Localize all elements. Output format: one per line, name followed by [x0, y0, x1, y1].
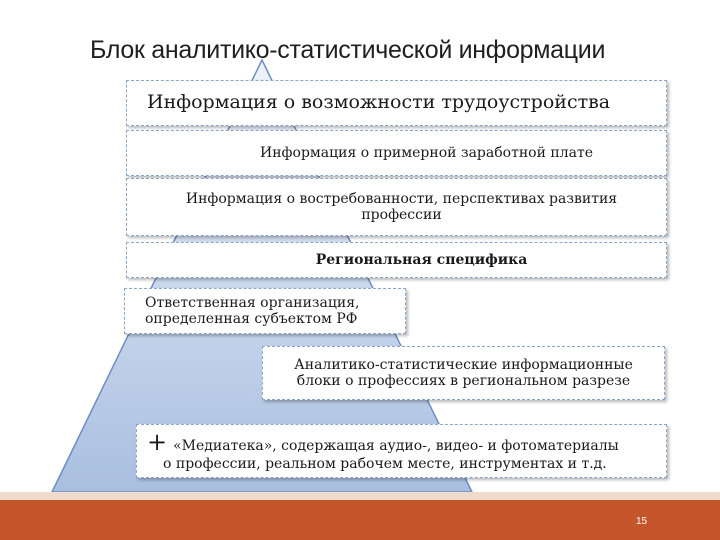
level-responsible-organization-line1: Ответственная организация, [145, 294, 360, 311]
plus-icon: + [147, 427, 168, 456]
slide-title: Блок аналитико-статистической информации [90, 36, 606, 64]
level-employment-info [126, 80, 667, 126]
level-responsible-organization [124, 288, 406, 334]
level-media-library-line1: «Медиатека», содержащая аудио-, видео- и фотоматериалы [173, 437, 619, 454]
level-demand-info [126, 178, 667, 236]
level-analytic-blocks [262, 346, 665, 400]
page-number: 15 [636, 516, 648, 527]
level-salary-info [126, 130, 667, 176]
level-analytic-blocks-line2: блоки о профессиях в региональном разрезе [296, 373, 631, 389]
footer-bar [0, 500, 720, 540]
level-responsible-organization-line2: определенная субъектом РФ [145, 311, 358, 327]
level-regional-specifics [126, 242, 667, 278]
level-demand-info-text: Информация о востребованности, перспективах развития профессии [185, 190, 618, 223]
level-regional-specifics-text: Региональная специфика [315, 251, 528, 268]
level-media-library [136, 424, 667, 478]
level-media-library-line2: о профессии, реальном рабочем месте, инструментах и т.д. [163, 456, 607, 472]
level-salary-info-text: Информация о примерной заработной плате [260, 144, 593, 161]
level-analytic-blocks-line1: Аналитико-статистические информационные [294, 356, 633, 373]
level-employment-info-text: Информация о возможности трудоустройства [147, 91, 611, 114]
